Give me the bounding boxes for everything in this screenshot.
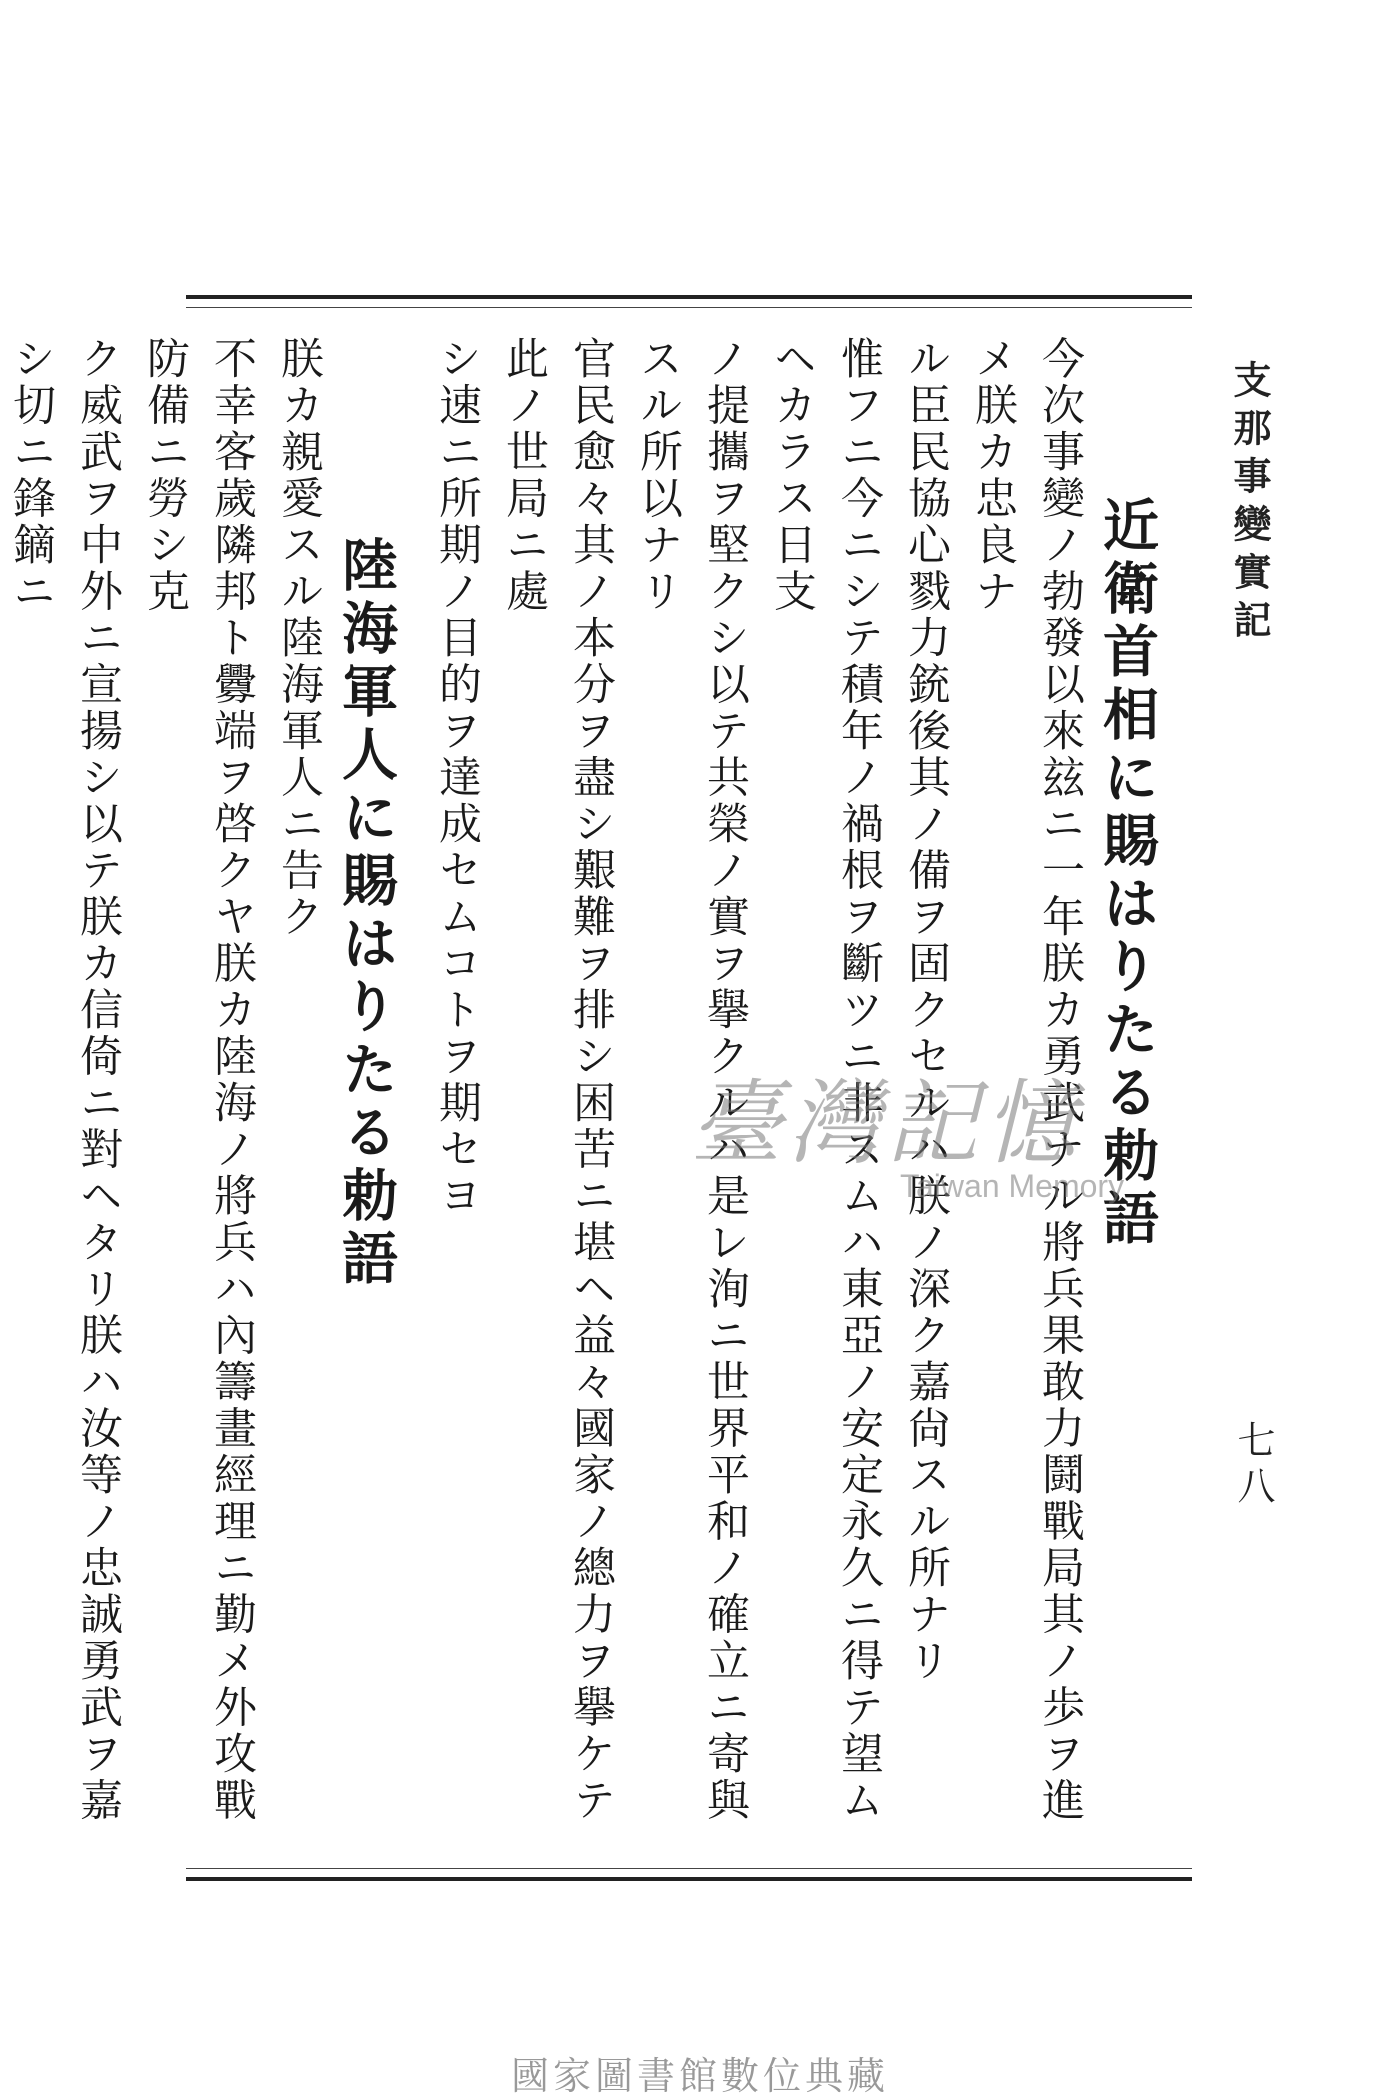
section1-heading: 近衛首相に賜はりたる勅語 bbox=[1094, 496, 1160, 1252]
watermark-title: 臺灣記憶 bbox=[690, 1070, 1083, 1177]
page-number: 七八 bbox=[1231, 1420, 1275, 1512]
section1-line: シ速ニ所期ノ目的ヲ達成セムコトヲ期セヨ bbox=[432, 336, 482, 1220]
section1-line: ル臣民協心戮力銃後其ノ備ヲ固クセルハ朕ノ深ク嘉尙スル所ナリ bbox=[901, 336, 951, 1685]
section1-line: 惟フニ今ニシテ積年ノ禍根ヲ斷ツニ非スムハ東亞ノ安定永久ニ得テ望ムヘカラス日支 bbox=[767, 336, 884, 1824]
section1-line: 官民愈々其ノ本分ヲ盡シ艱難ヲ排シ困苦ニ堪ヘ益々國家ノ總力ヲ擧ケテ此ノ世局ニ處 bbox=[499, 336, 616, 1824]
section1-line: ノ提攜ヲ堅クシ以テ共榮ノ實ヲ擧クルハ是レ洵ニ世界平和ノ確立ニ寄與スル所以ナリ bbox=[633, 336, 750, 1824]
watermark-subtitle: Taiwan Memory bbox=[900, 1168, 1125, 1204]
section2-heading: 陸海軍人に賜はりたる勅語 bbox=[333, 536, 399, 1292]
section1-line: 今次事變ノ勃發以來玆ニ一年朕カ勇武ナル將兵果敢力鬪戰局其ノ歩ヲ進メ朕カ忠良ナ bbox=[968, 336, 1085, 1824]
section2-line: 朕カ親愛スル陸海軍人ニ告ク bbox=[274, 336, 324, 941]
section2-line: 不幸客歲隣邦ト釁端ヲ啓クヤ朕カ陸海ノ將兵ハ內籌畫經理ニ勤メ外攻戰防備ニ勞シ克 bbox=[140, 336, 257, 1824]
vertical-text-body bbox=[6, 336, 1160, 1836]
section2-line: ク威武ヲ中外ニ宣揚シ以テ朕カ信倚ニ對ヘタリ朕ハ汝等ノ忠誠勇武ヲ嘉シ切ニ鋒鏑ニ bbox=[6, 336, 123, 1824]
running-header: 支那事變實記 bbox=[1227, 360, 1272, 648]
footer-credit: 國家圖書館數位典藏 bbox=[510, 2054, 889, 2098]
